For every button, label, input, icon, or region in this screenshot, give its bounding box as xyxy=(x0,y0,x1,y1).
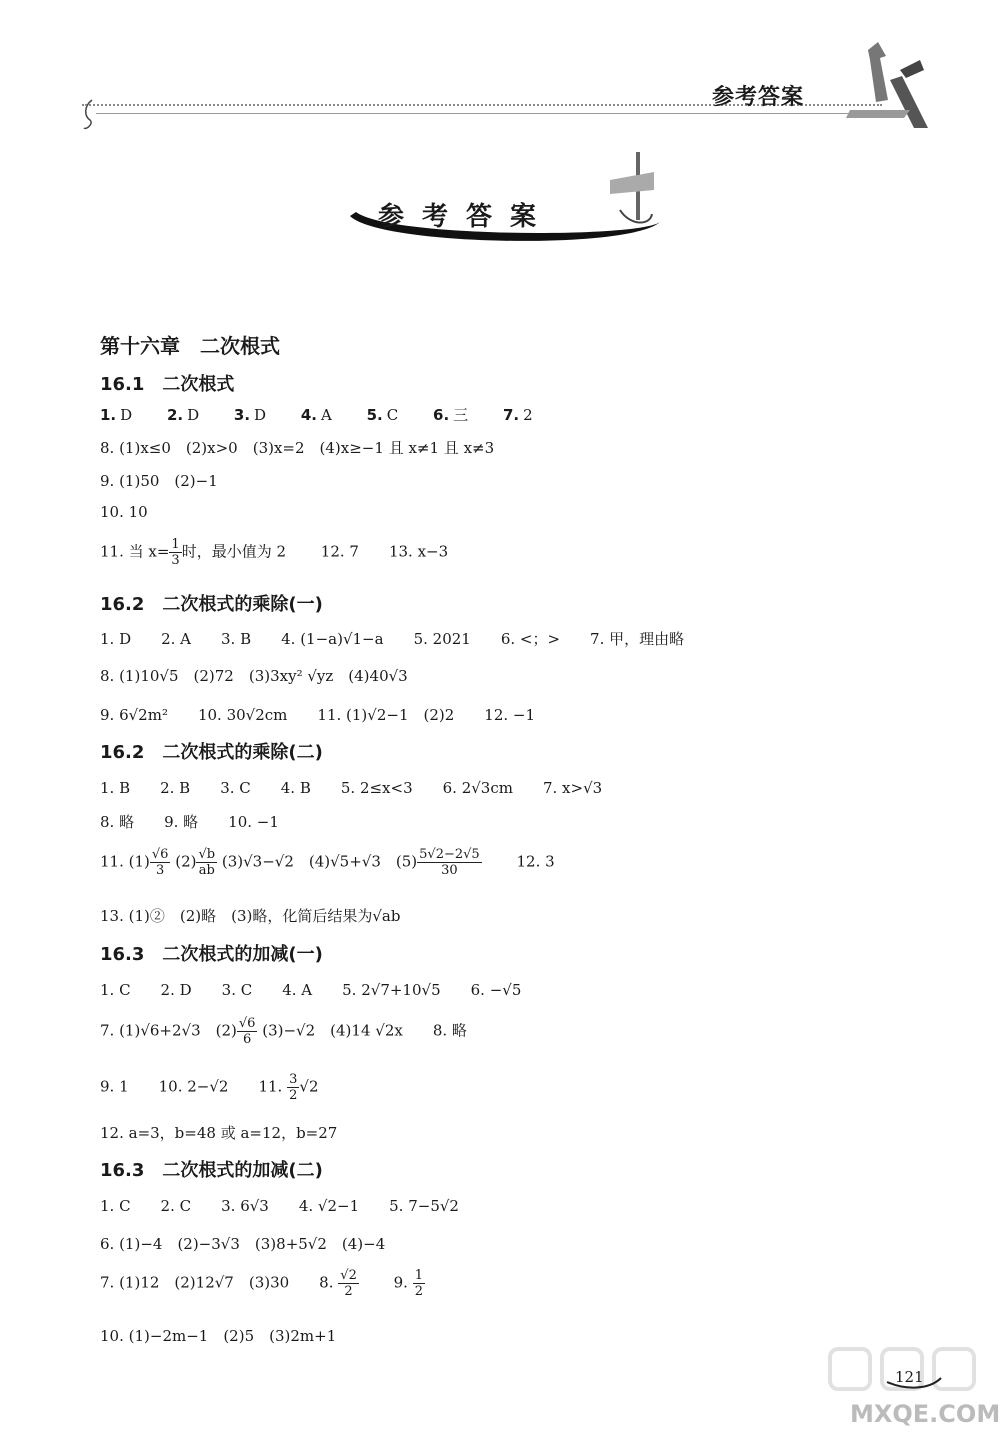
arrow-figure-icon xyxy=(840,40,940,130)
fraction: $\frac{5√2-2√5}{30}$ xyxy=(419,847,480,878)
answer-line: 10. 10 xyxy=(100,503,148,521)
fraction: $\frac{√6}{6}$ xyxy=(238,1016,256,1047)
section-heading: 16.3 二次根式的加减(二) xyxy=(100,1160,323,1181)
answer-line: 8. (1)x≤0 (2)x>0 (3)x=2 (4)x≥−1 且 x≠1 且 x≠3 xyxy=(100,439,495,457)
section-heading: 16.2 二次根式的乘除(一) xyxy=(100,594,323,615)
answer-line: 8. (1)10√5 (2)72 (3)3xy² √yz (4)40√3 xyxy=(100,667,408,685)
answer-line: 10. (1)−2m−1 (2)5 (3)2m+1 xyxy=(100,1327,337,1345)
section-heading: 16.1 二次根式 xyxy=(100,374,235,395)
chapter-title: 第十六章 二次根式 xyxy=(100,334,280,358)
fraction: $\frac{1}{3}$ xyxy=(171,537,180,568)
answer-line: 1. D 2. D 3. D 4. A 5. C 6. 三 7. 2 xyxy=(100,406,533,424)
answer-line: 8. 略 9. 略 10. −1 xyxy=(100,813,279,831)
answer-line: 7. (1)12 (2)12√7 (3)30 8. $\frac{√2}{2}$ 9. $\frac{1}{2}$ xyxy=(100,1268,423,1299)
fraction: $\frac{3}{2}$ xyxy=(289,1072,298,1103)
section-heading: 16.3 二次根式的加减(一) xyxy=(100,944,323,965)
answer-line: 13. (1)② (2)略 (3)略，化简后结果为√ab xyxy=(100,907,401,925)
answer-line: 7. (1)√6+2√3 (2) $\frac{√6}{6}$ (3)−√2 (4)14 √2x 8. 略 xyxy=(100,1016,467,1047)
answer-line: 9. 6√2m² 10. 30√2cm 11. (1)√2−1 (2)2 12. −1 xyxy=(100,706,536,724)
answer-line: 1. D 2. A 3. B 4. (1−a)√1−a 5. 2021 6. <；> 7. 甲，理由略 xyxy=(100,630,685,648)
answer-line: 6. (1)−4 (2)−3√3 (3)8+5√2 (4)−4 xyxy=(100,1235,386,1253)
section-heading: 16.2 二次根式的乘除(二) xyxy=(100,742,323,763)
watermark-text: MXQE.COM xyxy=(850,1400,1000,1428)
fraction: $\frac{√b}{ab}$ xyxy=(198,847,216,878)
answer-line: 1. C 2. C 3. 6√3 4. √2−1 5. 7−5√2 xyxy=(100,1197,459,1215)
answer-line: 9. 1 10. 2−√2 11. $\frac{3}{2}$ √2 xyxy=(100,1072,319,1103)
header-title: 参考答案 xyxy=(712,85,805,110)
answer-line: 1. C 2. D 3. C 4. A 5. 2√7+10√5 6. −√5 xyxy=(100,981,522,999)
header-rule xyxy=(96,113,886,114)
answer-line: 12. a=3，b=48 或 a=12，b=27 xyxy=(100,1124,338,1142)
fraction: $\frac{√6}{3}$ xyxy=(151,847,169,878)
figure-ornament-icon xyxy=(600,150,660,230)
page-number: 121 xyxy=(895,1368,924,1386)
answer-line: 11. 当 x= $\frac{1}{3}$ 时，最小值为 2 12. 7 13. x−3 xyxy=(100,537,449,568)
answer-line: 1. B 2. B 3. C 4. B 5. 2≤x<3 6. 2√3cm 7. x>√3 xyxy=(100,779,603,797)
banner-title: 参考答案 xyxy=(378,202,555,232)
answer-line: 11. (1) $\frac{√6}{3}$ (2) $\frac{√b}{ab}$ (3)√3−√2 (4)√5+√3 (5) $\frac{5√2-2√5}{30}$ 12. 3 xyxy=(100,847,555,878)
fraction: $\frac{√2}{2}$ xyxy=(340,1268,357,1299)
fraction: $\frac{1}{2}$ xyxy=(414,1268,423,1299)
answer-line: 9. (1)50 (2)−1 xyxy=(100,472,218,490)
